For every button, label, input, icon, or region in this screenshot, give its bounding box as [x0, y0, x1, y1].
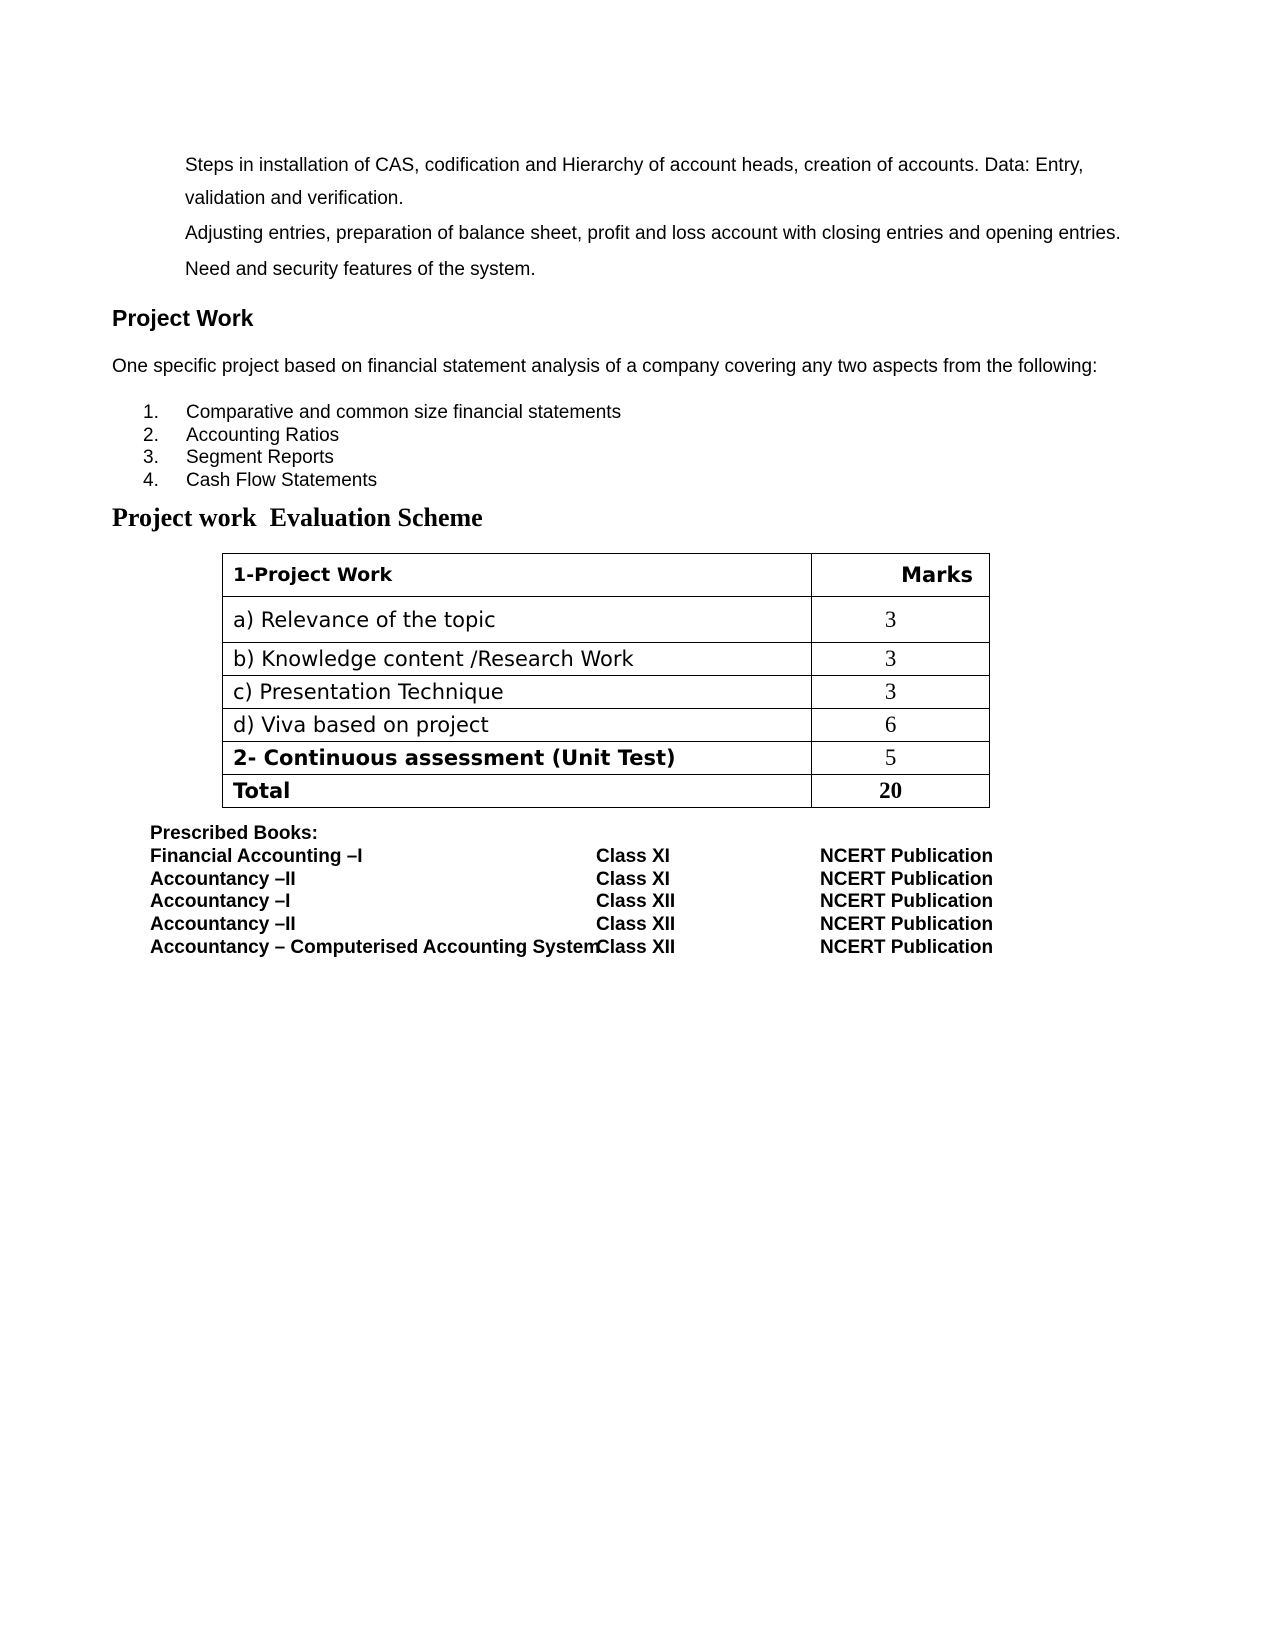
list-text: Comparative and common size financial statements — [186, 402, 622, 423]
book-publisher: NCERT Publication — [820, 914, 994, 935]
book-class: Class XII — [596, 891, 676, 912]
row-label: d) Viva based on project — [223, 709, 812, 742]
book-row — [150, 914, 1050, 937]
project-work-description: One specific project based on financial statement analysis of a company covering any two aspects from the following: — [112, 356, 1098, 377]
aspects-list — [143, 402, 621, 492]
intro-line-4: Need and security features of the system. — [185, 259, 536, 280]
book-row — [150, 846, 1050, 869]
books-heading: Prescribed Books: — [150, 823, 318, 844]
intro-line-3: Adjusting entries, preparation of balance sheet, profit and loss account with closing entries and opening entries. — [185, 223, 1121, 244]
project-work-heading: Project Work — [112, 305, 254, 331]
evaluation-heading: Project work Evaluation Scheme — [112, 503, 483, 532]
list-text: Cash Flow Statements — [186, 469, 378, 491]
list-number: 1. — [143, 402, 159, 423]
book-publisher: NCERT Publication — [820, 869, 994, 890]
book-row — [150, 891, 1050, 914]
list-number: 4. — [143, 469, 159, 491]
row-label: a) Relevance of the topic — [223, 597, 812, 643]
book-row — [150, 869, 1050, 892]
header-marks: Marks — [812, 554, 990, 597]
book-class: Class XII — [596, 937, 676, 958]
book-row — [150, 937, 1050, 960]
book-title: Financial Accounting –I — [150, 846, 363, 867]
list-item — [143, 402, 621, 425]
table-header-row — [223, 554, 990, 597]
list-number: 3. — [143, 447, 159, 468]
book-publisher: NCERT Publication — [820, 846, 994, 867]
row-marks: 5 — [812, 742, 990, 775]
book-title: Accountancy –I — [150, 891, 291, 912]
row-marks: 3 — [812, 676, 990, 709]
intro-line-1: Steps in installation of CAS, codification and Hierarchy of account heads, creation of accounts. Data: Entry, — [185, 155, 1084, 176]
list-text: Segment Reports — [186, 447, 334, 468]
row-label: c) Presentation Technique — [223, 676, 812, 709]
row-marks: 3 — [812, 643, 990, 676]
book-title: Accountancy – Computerised Accounting System — [150, 937, 601, 958]
header-project-work: 1-Project Work — [223, 554, 812, 597]
book-class: Class XI — [596, 869, 670, 890]
row-marks: 6 — [812, 709, 990, 742]
list-number: 2. — [143, 424, 159, 446]
table-row — [223, 709, 990, 742]
row-marks: 3 — [812, 597, 990, 643]
book-publisher: NCERT Publication — [820, 937, 994, 958]
table-row — [223, 643, 990, 676]
list-item — [143, 447, 621, 470]
book-title: Accountancy –II — [150, 869, 296, 890]
list-item — [143, 425, 621, 448]
table-total-row — [223, 775, 990, 808]
list-text: Accounting Ratios — [186, 424, 340, 446]
total-label: Total — [223, 775, 812, 808]
book-class: Class XI — [596, 846, 670, 867]
table-row — [223, 742, 990, 775]
row-label: 2- Continuous assessment (Unit Test) — [223, 742, 812, 775]
intro-line-2: validation and verification. — [185, 188, 404, 209]
book-publisher: NCERT Publication — [820, 891, 994, 912]
book-title: Accountancy –II — [150, 914, 296, 935]
total-marks: 20 — [812, 775, 990, 808]
book-class: Class XII — [596, 914, 676, 935]
list-item — [143, 470, 621, 493]
evaluation-table — [222, 553, 990, 808]
row-label: b) Knowledge content /Research Work — [223, 643, 812, 676]
table-row — [223, 597, 990, 643]
table-row — [223, 676, 990, 709]
